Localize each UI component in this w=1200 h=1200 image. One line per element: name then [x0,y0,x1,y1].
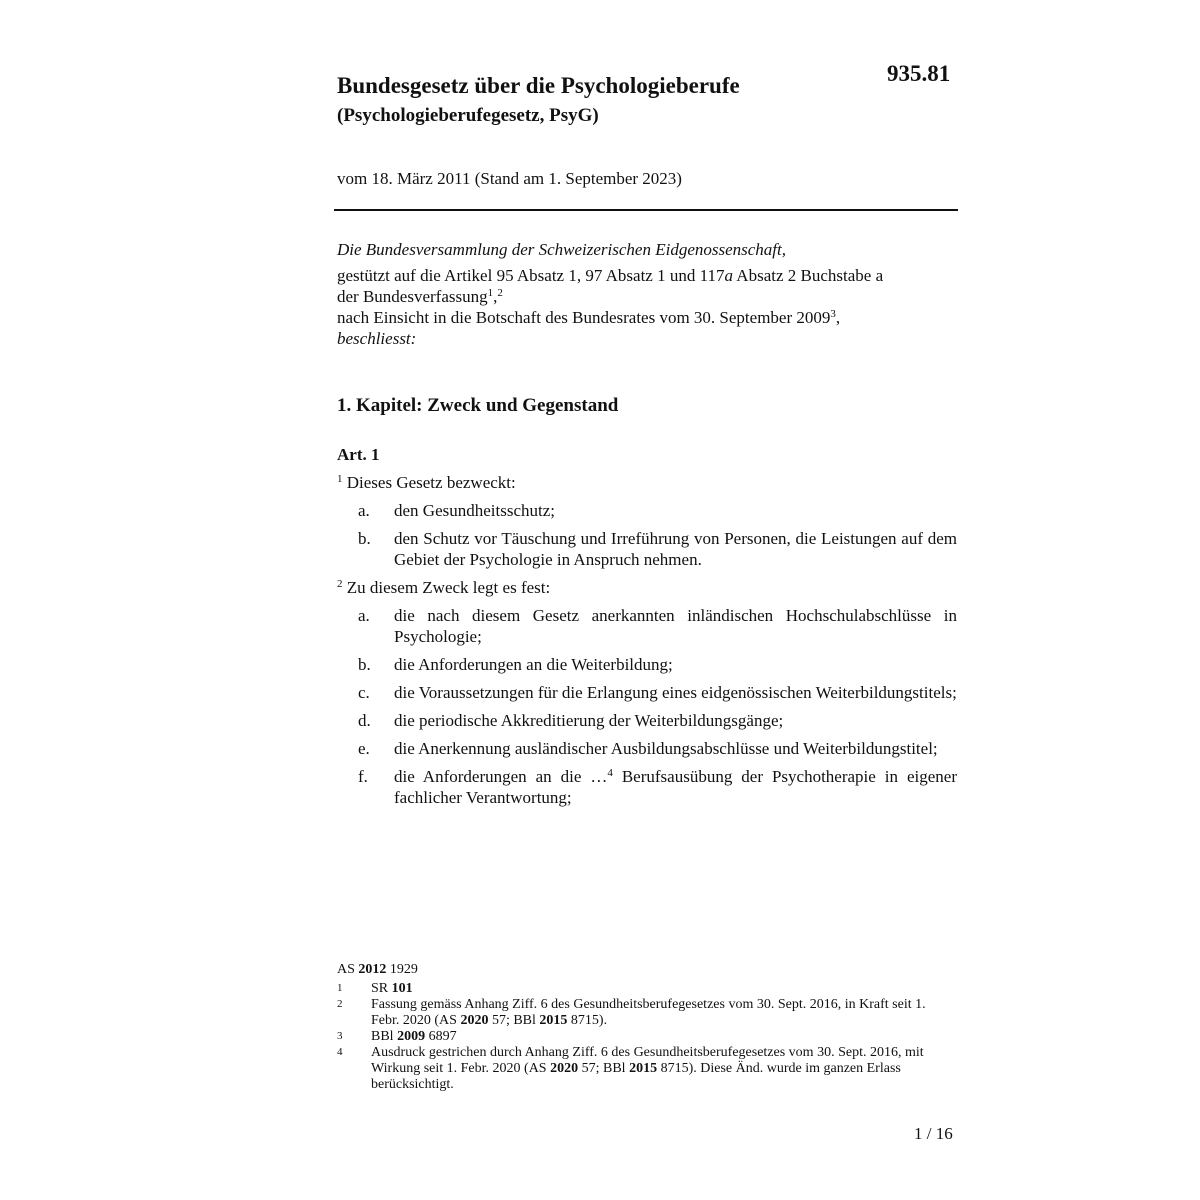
footnote-ref-4[interactable]: 4 [607,767,613,779]
fn-bold: 2009 [397,1029,426,1044]
footnote-number: 2 [337,998,343,1010]
as-reference [337,962,957,978]
fn-bold: 2015 [629,1061,658,1076]
preamble [337,239,957,349]
paragraph-number: 1 [337,473,343,485]
paragraph-1-list [337,500,957,570]
fn-part: 8715). [567,1013,608,1028]
footnote-text [371,1045,957,1093]
footnote-number: 4 [337,1046,343,1058]
page-number: 1 / 16 [914,1124,953,1143]
fn-part: 57; BBl [488,1013,540,1028]
basis-separator: , [493,287,498,306]
list-item [337,654,957,675]
fn-part: Ausdruck gestrichen durch Anhang Ziff. 6 des Gesundheitsberufegesetzes vom 30. Sept. 2016, mit Wirkung seit 1. Febr. 2020 (AS [371,1045,924,1076]
message-end: , [835,308,841,327]
message-text: nach Einsicht in die Botschaft des Bundesrates vom 30. September 2009 [337,308,831,327]
law-title: Bundesgesetz über die Psychologieberufe [337,73,740,98]
sr-number: 935.81 [887,61,951,86]
footnote-4 [337,1045,957,1093]
fn-bold: 2015 [539,1013,568,1028]
item-f-text-1: die Anforderungen an die … [394,767,608,786]
fn-part: 8715). Diese Änd. wurde im ganzen Erlass berücksichtigt. [371,1061,901,1092]
list-text: die periodische Akkreditierung der Weiterbildungsgänge; [394,711,784,730]
paragraph-text: Dieses Gesetz bezweckt: [342,473,516,492]
law-subtitle: (Psychologieberufegesetz, PsyG) [337,105,599,126]
footnote-text [371,981,957,997]
fn-part: BBl [371,1029,398,1044]
footnotes [337,962,957,1093]
basis-text-1: gestützt auf die Artikel 95 Absatz 1, 97 Absatz 1 und 117 [337,266,725,285]
list-text: die nach diesem Gesetz anerkannten inländischen Hochschulabschlüsse in Psychologie; [394,606,957,646]
paragraph-number: 2 [337,578,343,590]
fn-part: 57; BBl [578,1061,630,1076]
fn-part: Fassung gemäss Anhang Ziff. 6 des Gesundheitsberufegesetzes vom 30. Sept. 2016, in Kraft seit 1. Febr. 2020 (AS [371,997,926,1028]
list-item [337,710,957,731]
list-letter: b. [358,529,371,548]
as-year: 2012 [358,962,387,977]
list-letter: b. [358,655,371,674]
chapter-heading: 1. Kapitel: Zweck und Gegenstand [337,395,619,416]
preamble-basis [337,265,957,307]
footnote-ref-1[interactable]: 1 [487,287,494,299]
footnote-ref-2[interactable]: 2 [497,287,503,299]
paragraph-1 [337,472,957,493]
footnote-2 [337,997,957,1029]
header-divider [334,209,958,211]
list-item [337,605,957,647]
footnote-text [371,1029,957,1045]
footnote-1 [337,981,957,997]
article-1 [337,444,957,815]
fn-bold: 101 [391,981,413,996]
as-prefix: AS [337,962,359,977]
date-line: vom 18. März 2011 (Stand am 1. September 2023) [337,169,682,188]
fn-bold: 2020 [550,1061,579,1076]
list-item [337,766,957,808]
list-letter: d. [358,711,371,730]
fn-part: 6897 [425,1029,457,1044]
list-item [337,682,957,703]
footnote-ref-3[interactable]: 3 [830,308,836,320]
article-heading: Art. 1 [337,445,380,464]
as-page: 1929 [386,962,418,977]
footnote-text [371,997,957,1029]
list-item [337,500,957,521]
footnote-3 [337,1029,957,1045]
list-letter: e. [358,739,370,758]
preamble-resolves: beschliesst: [337,329,417,348]
list-text: die Anerkennung ausländischer Ausbildungsabschlüsse und Weiterbildungstitel; [394,739,938,758]
list-letter: c. [358,683,370,702]
list-text: den Gesundheitsschutz; [394,501,555,520]
paragraph-text: Zu diesem Zweck legt es fest: [342,578,551,597]
list-letter: a. [358,501,370,520]
footnote-number: 1 [337,982,343,994]
list-letter: f. [358,767,368,786]
paragraph-2-list [337,605,957,808]
list-text [394,766,957,808]
list-item [337,528,957,570]
basis-text-italic: a [724,266,733,285]
list-item [337,738,957,759]
list-text: den Schutz vor Täuschung und Irreführung von Personen, die Leistungen auf dem Gebiet der Psychologie in Anspruch nehmen. [394,529,957,569]
preamble-message [337,307,957,328]
list-text: die Voraussetzungen für die Erlangung eines eidgenössischen Weiterbildungstitels; [394,683,957,702]
fn-bold: 2020 [460,1013,489,1028]
basis-text-2: Absatz 2 Buchstabe a [732,266,884,285]
footnote-number: 3 [337,1030,343,1042]
list-text: die Anforderungen an die Weiterbildung; [394,655,673,674]
item-f-text-2: Berufsausübung der Psychotherapie in eigener fachlicher Verantwortung; [394,767,958,807]
fn-part: SR [371,981,392,996]
paragraph-2 [337,577,957,598]
basis-text-3: der Bundesverfassung [337,287,488,306]
preamble-assembly: Die Bundesversammlung der Schweizerischen Eidgenossenschaft, [337,240,786,259]
list-letter: a. [358,606,370,625]
